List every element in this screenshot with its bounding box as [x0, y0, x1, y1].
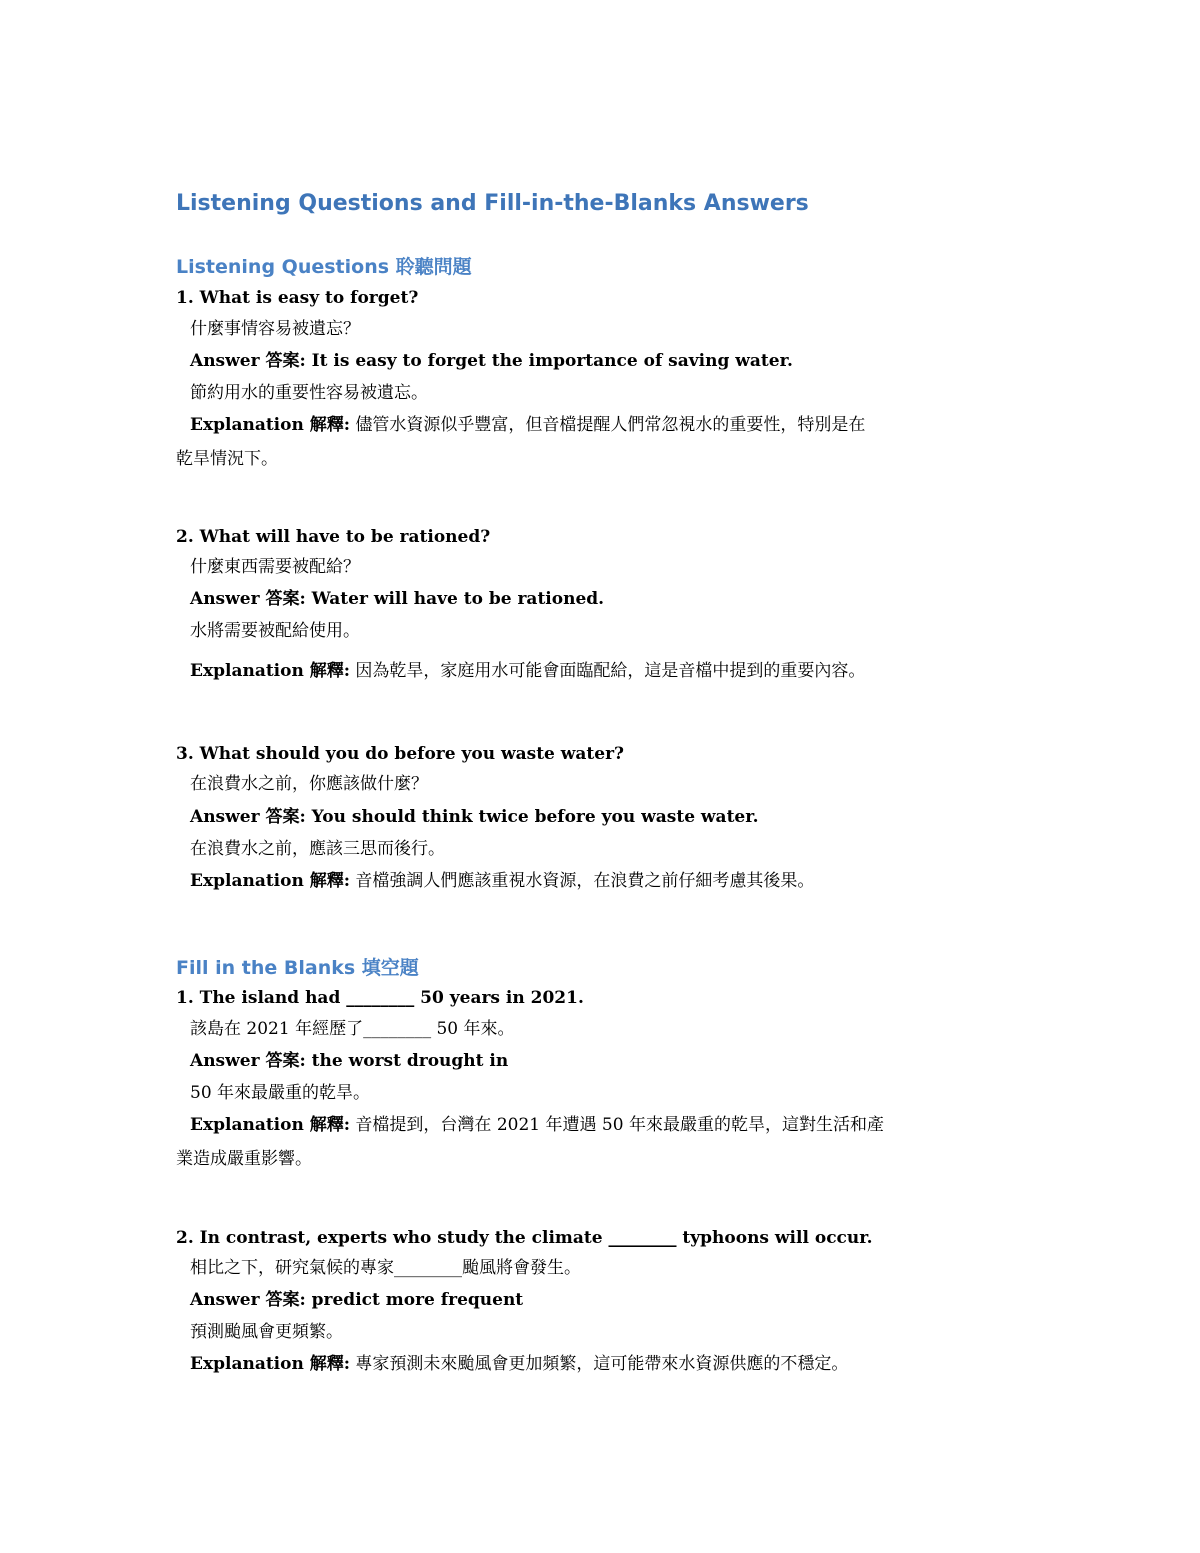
explanation-label: Explanation 解釋:	[190, 1115, 351, 1135]
question: 1. The island had ________ 50 years in 2021.	[176, 988, 584, 1008]
explanation-text: 因為乾旱，家庭用水可能會面臨配給，這是音檔中提到的重要內容。	[350, 661, 866, 681]
explanation	[190, 870, 814, 892]
explanation-text: 專家預測未來颱風會更加頻繁，這可能帶來水資源供應的不穩定。	[350, 1354, 849, 1374]
answer-label: Answer 答案:	[190, 351, 306, 371]
answer	[190, 350, 793, 372]
answer-label: Answer 答案:	[190, 1051, 306, 1071]
answer	[190, 588, 604, 610]
answer	[190, 1289, 523, 1311]
question-zh: 什麼事情容易被遺忘？	[190, 319, 360, 339]
document-page	[176, 0, 1036, 1553]
explanation-text: 音檔提到，台灣在 2021 年遭遇 50 年來最嚴重的乾旱，這對生活和產	[350, 1115, 884, 1135]
answer-label: Answer 答案:	[190, 1290, 306, 1310]
answer-text: Water will have to be rationed.	[305, 589, 605, 609]
answer	[190, 806, 759, 828]
explanation	[190, 1114, 884, 1136]
answer-text: the worst drought in	[305, 1051, 509, 1071]
answer-text: It is easy to forget the importance of saving water.	[305, 351, 793, 371]
answer	[190, 1050, 508, 1072]
explanation-text: 音檔強調人們應該重視水資源，在浪費之前仔細考慮其後果。	[350, 871, 815, 891]
explanation-label: Explanation 解釋:	[190, 661, 351, 681]
explanation-label: Explanation 解釋:	[190, 1354, 351, 1374]
answer-label: Answer 答案:	[190, 807, 306, 827]
question: 2. In contrast, experts who study the climate ________ typhoons will occur.	[176, 1228, 873, 1248]
explanation	[190, 1353, 848, 1375]
explanation	[190, 414, 865, 436]
question: 1. What is easy to forget?	[176, 288, 419, 308]
explanation-text: 儘管水資源似乎豐富，但音檔提醒人們常忽視水的重要性，特別是在	[350, 415, 866, 435]
explanation-continued: 業造成嚴重影響。	[176, 1149, 312, 1169]
answer-zh: 預測颱風會更頻繁。	[190, 1322, 343, 1342]
listening-heading: Listening Questions 聆聽問題	[176, 256, 472, 278]
answer-zh: 水將需要被配給使用。	[190, 621, 360, 641]
question-zh: 相比之下，研究氣候的專家________颱風將會發生。	[190, 1258, 581, 1278]
answer-zh: 節約用水的重要性容易被遺忘。	[190, 383, 428, 403]
explanation-continued: 乾旱情況下。	[176, 449, 278, 469]
fill-blanks-heading: Fill in the Blanks 填空題	[176, 957, 419, 979]
answer-zh: 在浪費水之前，應該三思而後行。	[190, 839, 445, 859]
question: 2. What will have to be rationed?	[176, 527, 491, 547]
explanation-label: Explanation 解釋:	[190, 871, 351, 891]
answer-label: Answer 答案:	[190, 589, 306, 609]
answer-text: You should think twice before you waste water.	[305, 807, 759, 827]
question-zh: 什麼東西需要被配給？	[190, 557, 360, 577]
question-zh: 該島在 2021 年經歷了________ 50 年來。	[190, 1019, 515, 1039]
question: 3. What should you do before you waste water?	[176, 744, 625, 764]
page-title: Listening Questions and Fill-in-the-Blanks Answers	[176, 191, 809, 216]
explanation-label: Explanation 解釋:	[190, 415, 351, 435]
question-zh: 在浪費水之前，你應該做什麼？	[190, 774, 428, 794]
answer-zh: 50 年來最嚴重的乾旱。	[190, 1083, 371, 1103]
explanation	[190, 660, 865, 682]
answer-text: predict more frequent	[305, 1290, 524, 1310]
